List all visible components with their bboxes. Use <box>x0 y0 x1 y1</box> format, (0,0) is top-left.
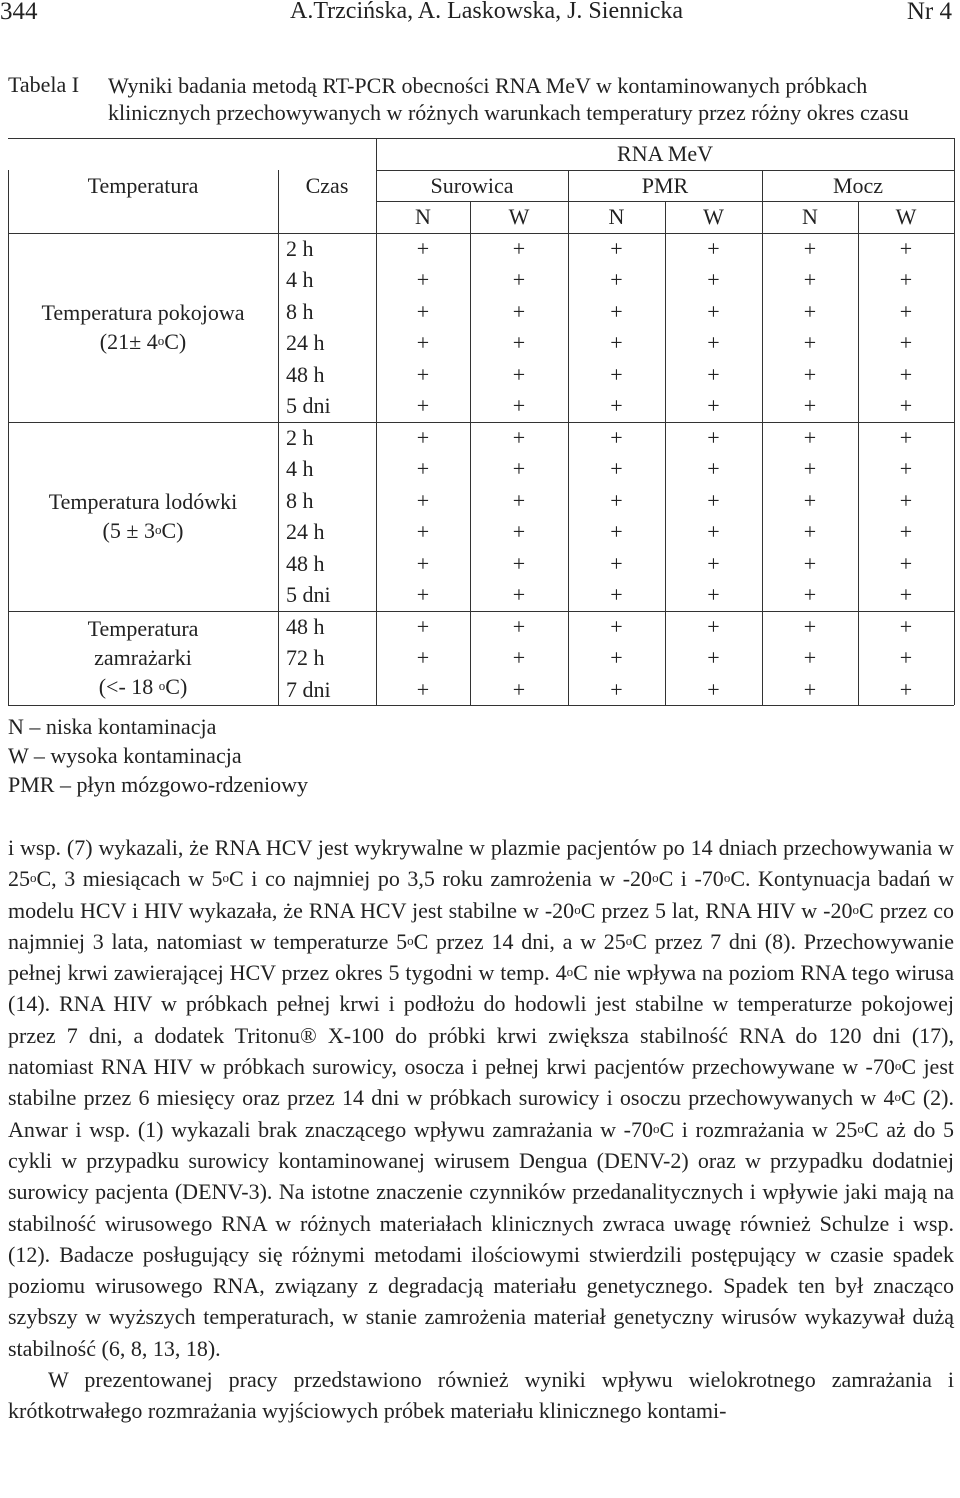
result-cell: + <box>512 645 526 670</box>
table-rule <box>762 170 763 706</box>
result-cell: + <box>610 487 623 513</box>
result-cell: + <box>512 361 526 387</box>
column-header-level: W <box>895 204 917 229</box>
result-cell: + <box>512 550 526 576</box>
result-cell: + <box>416 361 430 387</box>
result-cell: + <box>416 456 430 481</box>
legend-item-n: N – niska kontaminacja <box>8 714 217 739</box>
result-cell: + <box>512 393 526 418</box>
result-cell: + <box>899 519 913 544</box>
result-cell: + <box>899 235 913 261</box>
legend-item-pmr: PMR – płyn mózgowo-rdzeniowy <box>8 772 309 797</box>
column-header-material: Mocz <box>832 172 884 198</box>
result-cell: + <box>512 676 526 702</box>
result-cell: + <box>803 393 817 418</box>
result-cell: + <box>707 235 720 261</box>
result-cell: + <box>707 393 720 418</box>
row-time: 5 dni <box>286 582 331 607</box>
column-header-material: PMR <box>641 172 689 198</box>
table-rule <box>8 705 954 706</box>
result-cell: + <box>610 298 623 324</box>
result-cell: + <box>416 550 430 576</box>
table-rule <box>470 201 471 705</box>
table-caption: Wyniki badania metodą RT-PCR obecności RNA MeV w kontaminowanych próbkach klinicznych przechowywanych w różnych warunkach temperatury przez różny okres czasu <box>108 73 909 125</box>
result-cell: + <box>899 582 913 607</box>
result-cell: + <box>610 456 623 481</box>
result-cell: + <box>512 330 526 355</box>
column-header-level: N <box>802 204 818 229</box>
result-cell: + <box>512 456 526 481</box>
result-cell: + <box>610 330 623 355</box>
temperature-group-label: Temperatura lodówki $(5 \pm 3^oC)$ <box>48 489 238 543</box>
result-cell: + <box>512 267 526 292</box>
result-cell: + <box>707 519 720 544</box>
result-cell: + <box>707 267 720 292</box>
result-cell: + <box>512 582 526 607</box>
column-header-level: W <box>703 204 724 229</box>
running-header-authors: A.Trzcińska, A. Laskowska, J. Siennicka <box>290 0 684 24</box>
row-time: 4 h <box>286 267 314 292</box>
result-cell: + <box>707 550 720 576</box>
result-cell: + <box>707 487 720 513</box>
result-cell: + <box>707 613 720 639</box>
result-cell: + <box>512 519 526 544</box>
result-cell: + <box>610 676 623 702</box>
result-cell: + <box>512 613 526 639</box>
result-cell: + <box>803 676 817 702</box>
result-cell: + <box>416 267 430 292</box>
result-cell: + <box>707 582 720 607</box>
result-cell: + <box>707 298 720 324</box>
result-cell: + <box>416 645 430 670</box>
result-cell: + <box>707 456 720 481</box>
table-rule <box>376 138 377 705</box>
result-cell: + <box>416 298 430 324</box>
temperature-group-label: Temperatura zamrażarki (<- 18 $^o$C) <box>87 616 199 700</box>
result-cell: + <box>610 267 623 292</box>
result-cell: + <box>707 424 720 450</box>
result-cell: + <box>899 298 913 324</box>
result-cell: + <box>803 267 817 292</box>
result-cell: + <box>416 330 430 355</box>
table-left-rule <box>8 170 9 706</box>
result-cell: + <box>610 550 623 576</box>
result-cell: + <box>610 393 623 418</box>
result-cell: + <box>610 361 623 387</box>
result-cell: + <box>610 235 623 261</box>
result-cell: + <box>803 456 817 481</box>
legend-item-w: W – wysoka kontaminacja <box>8 743 242 768</box>
result-cell: + <box>899 487 913 513</box>
group-header-rna-mev: RNA MeV <box>617 141 713 166</box>
result-cell: + <box>803 235 817 261</box>
result-cell: + <box>512 424 526 450</box>
result-cell: + <box>512 298 526 324</box>
result-cell: + <box>803 550 817 576</box>
result-cell: + <box>899 361 913 387</box>
table-rule <box>278 170 279 706</box>
row-time: 4 h <box>286 456 314 481</box>
issue-number: Nr 4 <box>906 0 952 25</box>
result-cell: + <box>803 519 817 544</box>
row-time: 8 h <box>286 487 314 513</box>
result-cell: + <box>899 456 913 481</box>
result-cell: + <box>416 519 430 544</box>
result-cell: + <box>610 645 623 670</box>
row-time: 48 h <box>286 550 325 576</box>
result-cell: + <box>610 519 623 544</box>
row-time: 48 h <box>286 613 325 639</box>
result-cell: + <box>899 676 913 702</box>
body-text <box>8 832 954 1427</box>
result-cell: + <box>803 645 817 670</box>
result-cell: + <box>416 424 430 450</box>
result-cell: + <box>416 235 430 261</box>
row-time: 24 h <box>286 519 325 544</box>
row-time: 7 dni <box>286 676 331 702</box>
result-cell: + <box>512 235 526 261</box>
row-time: 24 h <box>286 330 325 355</box>
result-cell: + <box>707 645 720 670</box>
result-cell: + <box>899 613 913 639</box>
result-cell: + <box>416 676 430 702</box>
column-header-level: N <box>415 204 431 229</box>
row-time: 72 h <box>286 645 325 670</box>
page-number: 344 <box>0 0 38 25</box>
table-rule <box>568 170 569 706</box>
result-cell: + <box>899 330 913 355</box>
result-cell: + <box>899 645 913 670</box>
column-header-level: N <box>608 204 625 229</box>
result-cell: + <box>803 298 817 324</box>
paragraph-2: W prezentowanej pracy przedstawiono również wyniki wpływu wielokrotnego zamrażania i krótkotrwałego rozmrażania wyjściowych próbek materiału klinicznego kontami- <box>8 1367 954 1424</box>
row-time: 8 h <box>286 298 314 324</box>
result-cell: + <box>416 613 430 639</box>
result-cell: + <box>610 613 623 639</box>
result-cell: + <box>416 487 430 513</box>
result-cell: + <box>803 487 817 513</box>
result-cell: + <box>610 424 623 450</box>
row-time: 5 dni <box>286 393 331 418</box>
row-time: 2 h <box>286 424 314 450</box>
result-cell: + <box>512 487 526 513</box>
table-rule <box>858 201 859 705</box>
result-cell: + <box>803 361 817 387</box>
row-time: 48 h <box>286 361 325 387</box>
result-cell: + <box>803 582 817 607</box>
paragraph-1: i wsp. (7) wykazali, że RNA HCV jest wykrywalne w plazmie pacjentów po 14 dniach przechowywania w 25$^o$C, 3 miesiącach w 5$^o$C i co najmniej po 3,5 roku zamrożenia w -20$^o$C i -70$^o$C. Kontynuacja badań w modelu HCV i HIV wykazała, że RNA HCV jest stabilne w -20$^o$C przez 5 lat, RNA HIV w -20$^o$C przez co najmniej 3 lata, natomiast w temperaturze 5$^o$C przez 14 dni, a w 25$^o$C przez 7 dni (8). Przechowywanie pełnej krwi zawierającej HCV przez okres 5 tygodni w temp. 4$^o$C nie wpływa na poziom RNA tego wirusa (14). RNA HIV w próbkach pełnej krwi i podłożu do hodowli jest stabilne w temperaturze pokojowej przez 7 dni, a dodatek Tritonu® X-100 do próbki krwi zwiększa stabilność RNA do 120 dni (17), natomiast RNA HIV w próbkach surowicy, osocza i pełnej krwi pacjentów przechowywane w -70$^o$C jest stabilne przez 6 miesięcy oraz przez 14 dni w próbkach surowicy i osoczu przechowywanych w 4$^o$C (2). Anwar i wsp. (1) wykazali brak znaczącego wpływu zamrażania w -70$^o$C i rozmrażania w 25$^o$C aż do 5 cykli w przypadku surowicy kontaminowanej wirusem Dengua (DENV-2) oraz w przypadku dodatniej surowicy pacjenta (DENV-3). Na istotne znaczenie czynników przedanalitycznych i wpływie jaki mają na stabilność wirusowego RNA w różnych materiałach klinicznych zwraca uwagę również Schulze i wsp. (12). Badacze posługujący się różnymi metodami ilościowymi stwierdzili postępujący w czasie spadek poziomu wirusowego RNA, związany z degradacją materiału genetycznego. Spadek ten był znacząco szybszy w wyższych temperaturach, w stanie zamrożenia materiał genetyczny wirusów wykazywał dużą stabilność (6, 8, 13, 18). <box>8 835 955 1361</box>
column-header-temperature: Temperatura <box>87 172 199 198</box>
result-cell: + <box>707 676 720 702</box>
table-label: Tabela I <box>8 72 80 97</box>
table-rule <box>665 201 666 705</box>
result-cell: + <box>803 424 817 450</box>
result-cell: + <box>899 393 913 418</box>
table-legend <box>8 712 308 799</box>
temperature-group-label: Temperatura pokojowa $(21\pm 4^oC)$ <box>41 300 245 354</box>
column-header-material: Surowica <box>430 172 514 198</box>
result-cell: + <box>803 330 817 355</box>
result-cell: + <box>707 361 720 387</box>
result-cell: + <box>416 582 430 607</box>
result-cell: + <box>899 267 913 292</box>
result-cell: + <box>899 424 913 450</box>
result-cell: + <box>803 613 817 639</box>
row-time: 2 h <box>286 235 314 261</box>
table-right-rule <box>954 138 955 705</box>
result-cell: + <box>899 550 913 576</box>
result-cell: + <box>610 582 623 607</box>
result-cell: + <box>707 330 720 355</box>
result-cell: + <box>416 393 430 418</box>
column-header-time: Czas <box>305 172 349 198</box>
column-header-level: W <box>508 204 530 229</box>
